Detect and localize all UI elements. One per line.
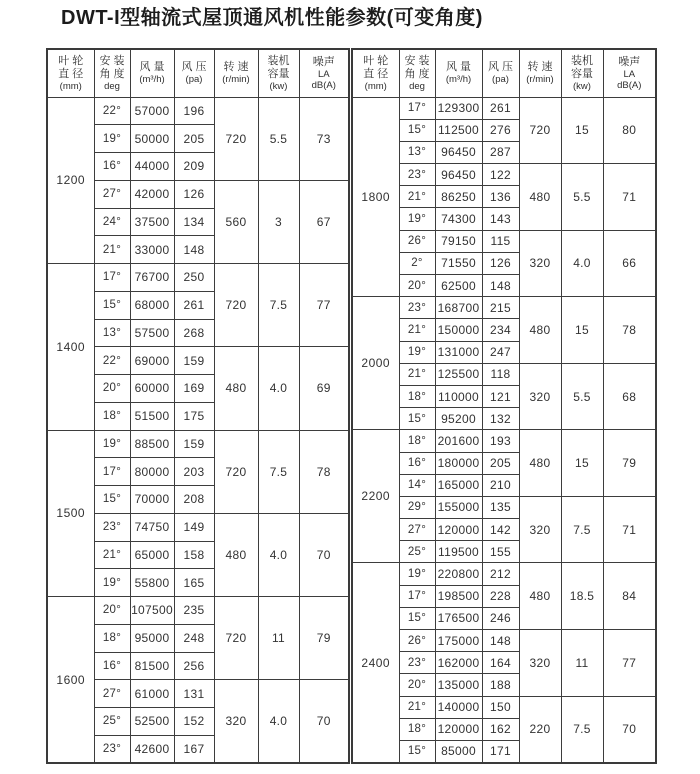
angle-cell: 16° bbox=[399, 452, 435, 474]
angle-cell: 13° bbox=[94, 319, 130, 347]
speed-cell: 320 bbox=[519, 496, 561, 563]
angle-cell: 19° bbox=[94, 569, 130, 597]
angle-cell: 18° bbox=[399, 385, 435, 407]
speed-cell: 720 bbox=[214, 597, 258, 680]
angle-cell: 16° bbox=[94, 652, 130, 680]
header-power-line: 容量 bbox=[571, 67, 593, 80]
power-cell: 5.5 bbox=[561, 164, 603, 231]
pressure-cell: 155 bbox=[482, 541, 519, 563]
header-row bbox=[352, 49, 656, 97]
header-diameter-line: 叶 轮 bbox=[363, 54, 389, 67]
speed-cell: 720 bbox=[214, 264, 258, 347]
header-pressure-line: (pa) bbox=[492, 74, 509, 86]
header-power bbox=[561, 49, 603, 97]
volume-cell: 42000 bbox=[130, 180, 174, 208]
speed-cell: 220 bbox=[519, 696, 561, 763]
pressure-cell: 268 bbox=[174, 319, 214, 347]
header-angle-line: 角 度 bbox=[99, 67, 125, 80]
pressure-cell: 261 bbox=[174, 291, 214, 319]
header-volume-line: 风 量 bbox=[139, 61, 165, 74]
volume-cell: 107500 bbox=[130, 597, 174, 625]
pressure-cell: 188 bbox=[482, 674, 519, 696]
spec-table-right bbox=[351, 48, 657, 764]
header-noise bbox=[299, 49, 349, 97]
noise-cell: 78 bbox=[299, 430, 349, 513]
power-cell: 4.0 bbox=[258, 347, 299, 430]
volume-cell: 70000 bbox=[130, 486, 174, 514]
header-diameter bbox=[352, 49, 399, 97]
speed-cell: 720 bbox=[519, 97, 561, 164]
diameter-cell: 2400 bbox=[352, 563, 399, 763]
pressure-cell: 203 bbox=[174, 458, 214, 486]
power-cell: 7.5 bbox=[561, 496, 603, 563]
angle-cell: 20° bbox=[94, 597, 130, 625]
angle-cell: 25° bbox=[399, 541, 435, 563]
pressure-cell: 115 bbox=[482, 230, 519, 252]
header-volume-line: 风 量 bbox=[445, 61, 472, 74]
pressure-cell: 136 bbox=[482, 186, 519, 208]
angle-cell: 21° bbox=[399, 363, 435, 385]
header-angle bbox=[94, 49, 130, 97]
noise-cell: 79 bbox=[299, 597, 349, 680]
angle-cell: 27° bbox=[94, 680, 130, 708]
noise-cell: 70 bbox=[299, 513, 349, 596]
volume-cell: 71550 bbox=[435, 252, 482, 274]
volume-cell: 81500 bbox=[130, 652, 174, 680]
header-diameter-line: 直 径 bbox=[363, 67, 389, 80]
angle-cell: 26° bbox=[399, 230, 435, 252]
angle-cell: 14° bbox=[399, 474, 435, 496]
volume-cell: 175000 bbox=[435, 630, 482, 652]
volume-cell: 57000 bbox=[130, 97, 174, 125]
volume-cell: 61000 bbox=[130, 680, 174, 708]
angle-cell: 27° bbox=[399, 519, 435, 541]
angle-cell: 18° bbox=[94, 402, 130, 430]
header-pressure-line: (pa) bbox=[185, 74, 203, 86]
pressure-cell: 135 bbox=[482, 496, 519, 518]
angle-cell: 19° bbox=[399, 563, 435, 585]
volume-cell: 125500 bbox=[435, 363, 482, 385]
volume-cell: 129300 bbox=[435, 97, 482, 119]
speed-cell: 720 bbox=[214, 430, 258, 513]
header-power bbox=[258, 49, 299, 97]
header-pressure-line: 风 压 bbox=[487, 61, 514, 74]
diameter-cell: 2200 bbox=[352, 430, 399, 563]
angle-cell: 23° bbox=[94, 735, 130, 763]
speed-cell: 560 bbox=[214, 180, 258, 263]
noise-cell: 66 bbox=[603, 230, 656, 297]
volume-cell: 120000 bbox=[435, 718, 482, 740]
header-volume-line: (m³/h) bbox=[445, 74, 472, 86]
noise-cell: 71 bbox=[603, 496, 656, 563]
noise-cell: 68 bbox=[603, 363, 656, 430]
pressure-cell: 248 bbox=[174, 624, 214, 652]
header-speed bbox=[214, 49, 258, 97]
pressure-cell: 143 bbox=[482, 208, 519, 230]
pressure-cell: 121 bbox=[482, 385, 519, 407]
volume-cell: 96450 bbox=[435, 164, 482, 186]
speed-cell: 480 bbox=[519, 563, 561, 630]
header-power-line: 容量 bbox=[267, 67, 290, 80]
angle-cell: 18° bbox=[399, 718, 435, 740]
header-power-line: (kw) bbox=[269, 80, 288, 92]
angle-cell: 20° bbox=[399, 674, 435, 696]
volume-cell: 52500 bbox=[130, 708, 174, 736]
header-diameter bbox=[47, 49, 94, 97]
pressure-cell: 167 bbox=[174, 735, 214, 763]
angle-cell: 17° bbox=[94, 458, 130, 486]
volume-cell: 80000 bbox=[130, 458, 174, 486]
pressure-cell: 209 bbox=[174, 153, 214, 181]
volume-cell: 201600 bbox=[435, 430, 482, 452]
pressure-cell: 205 bbox=[174, 125, 214, 153]
angle-cell: 23° bbox=[399, 652, 435, 674]
header-noise-line: LA bbox=[623, 68, 636, 80]
volume-cell: 85000 bbox=[435, 740, 482, 762]
angle-cell: 15° bbox=[94, 486, 130, 514]
angle-cell: 23° bbox=[399, 164, 435, 186]
pressure-cell: 149 bbox=[174, 513, 214, 541]
noise-cell: 84 bbox=[603, 563, 656, 630]
diameter-cell: 1200 bbox=[47, 97, 94, 264]
pressure-cell: 134 bbox=[174, 208, 214, 236]
header-angle-line: 安 装 bbox=[404, 54, 430, 67]
volume-cell: 57500 bbox=[130, 319, 174, 347]
header-speed-line: 转 速 bbox=[527, 61, 553, 74]
volume-cell: 96450 bbox=[435, 141, 482, 163]
power-cell: 15 bbox=[561, 97, 603, 164]
pressure-cell: 158 bbox=[174, 541, 214, 569]
diameter-cell: 1800 bbox=[352, 97, 399, 297]
pressure-cell: 193 bbox=[482, 430, 519, 452]
table-row bbox=[47, 430, 349, 458]
power-cell: 4.0 bbox=[258, 513, 299, 596]
pressure-cell: 208 bbox=[174, 486, 214, 514]
header-angle-line: 角 度 bbox=[404, 67, 430, 80]
header-volume bbox=[130, 49, 174, 97]
volume-cell: 50000 bbox=[130, 125, 174, 153]
volume-cell: 165000 bbox=[435, 474, 482, 496]
header-noise-line: 噪声 bbox=[618, 55, 641, 68]
pressure-cell: 165 bbox=[174, 569, 214, 597]
pressure-cell: 261 bbox=[482, 97, 519, 119]
angle-cell: 17° bbox=[399, 585, 435, 607]
volume-cell: 60000 bbox=[130, 375, 174, 403]
header-speed-line: (r/min) bbox=[526, 74, 554, 86]
header-angle bbox=[399, 49, 435, 97]
speed-cell: 480 bbox=[519, 164, 561, 231]
header-pressure-line: 风 压 bbox=[181, 61, 207, 74]
pressure-cell: 131 bbox=[174, 680, 214, 708]
power-cell: 5.5 bbox=[258, 97, 299, 180]
header-noise-line: dB(A) bbox=[617, 79, 642, 91]
pressure-cell: 246 bbox=[482, 607, 519, 629]
volume-cell: 51500 bbox=[130, 402, 174, 430]
pressure-cell: 196 bbox=[174, 97, 214, 125]
diameter-cell: 1400 bbox=[47, 264, 94, 431]
diameter-cell: 1500 bbox=[47, 430, 94, 597]
power-cell: 7.5 bbox=[561, 696, 603, 763]
noise-cell: 70 bbox=[299, 680, 349, 763]
pressure-cell: 228 bbox=[482, 585, 519, 607]
pressure-cell: 205 bbox=[482, 452, 519, 474]
header-diameter-line: 叶 轮 bbox=[58, 54, 84, 67]
pressure-cell: 250 bbox=[174, 264, 214, 292]
noise-cell: 77 bbox=[299, 264, 349, 347]
angle-cell: 15° bbox=[399, 607, 435, 629]
power-cell: 11 bbox=[258, 597, 299, 680]
volume-cell: 140000 bbox=[435, 696, 482, 718]
header-noise-line: dB(A) bbox=[311, 79, 336, 91]
header-volume bbox=[435, 49, 482, 97]
volume-cell: 74300 bbox=[435, 208, 482, 230]
angle-cell: 18° bbox=[94, 624, 130, 652]
header-diameter-line: (mm) bbox=[59, 80, 82, 92]
volume-cell: 76700 bbox=[130, 264, 174, 292]
volume-cell: 33000 bbox=[130, 236, 174, 264]
pressure-cell: 150 bbox=[482, 696, 519, 718]
pressure-cell: 276 bbox=[482, 119, 519, 141]
header-angle-line: deg bbox=[409, 80, 425, 92]
power-cell: 4.0 bbox=[258, 680, 299, 763]
volume-cell: 55800 bbox=[130, 569, 174, 597]
angle-cell: 25° bbox=[94, 708, 130, 736]
noise-cell: 80 bbox=[603, 97, 656, 164]
header-power-line: 装机 bbox=[571, 54, 593, 67]
angle-cell: 13° bbox=[399, 141, 435, 163]
pressure-cell: 148 bbox=[482, 630, 519, 652]
volume-cell: 68000 bbox=[130, 291, 174, 319]
angle-cell: 21° bbox=[399, 186, 435, 208]
pressure-cell: 171 bbox=[482, 740, 519, 762]
header-pressure bbox=[174, 49, 214, 97]
volume-cell: 42600 bbox=[130, 735, 174, 763]
speed-cell: 320 bbox=[519, 230, 561, 297]
noise-cell: 73 bbox=[299, 97, 349, 180]
noise-cell: 77 bbox=[603, 630, 656, 697]
angle-cell: 15° bbox=[399, 119, 435, 141]
power-cell: 3 bbox=[258, 180, 299, 263]
angle-cell: 19° bbox=[94, 125, 130, 153]
pressure-cell: 148 bbox=[482, 275, 519, 297]
volume-cell: 168700 bbox=[435, 297, 482, 319]
noise-cell: 79 bbox=[603, 430, 656, 497]
volume-cell: 119500 bbox=[435, 541, 482, 563]
power-cell: 18.5 bbox=[561, 563, 603, 630]
header-speed-line: 转 速 bbox=[223, 61, 249, 74]
pressure-cell: 210 bbox=[482, 474, 519, 496]
angle-cell: 16° bbox=[94, 153, 130, 181]
volume-cell: 86250 bbox=[435, 186, 482, 208]
angle-cell: 20° bbox=[94, 375, 130, 403]
pressure-cell: 247 bbox=[482, 341, 519, 363]
header-power-line: 装机 bbox=[267, 54, 290, 67]
power-cell: 7.5 bbox=[258, 264, 299, 347]
volume-cell: 65000 bbox=[130, 541, 174, 569]
angle-cell: 15° bbox=[94, 291, 130, 319]
pressure-cell: 175 bbox=[174, 402, 214, 430]
diameter-cell: 2000 bbox=[352, 297, 399, 430]
pressure-cell: 235 bbox=[174, 597, 214, 625]
header-noise-line: 噪声 bbox=[312, 55, 335, 68]
angle-cell: 24° bbox=[94, 208, 130, 236]
header-angle-line: deg bbox=[104, 80, 120, 92]
pressure-cell: 164 bbox=[482, 652, 519, 674]
volume-cell: 220800 bbox=[435, 563, 482, 585]
volume-cell: 37500 bbox=[130, 208, 174, 236]
volume-cell: 176500 bbox=[435, 607, 482, 629]
pressure-cell: 169 bbox=[174, 375, 214, 403]
speed-cell: 480 bbox=[519, 297, 561, 364]
volume-cell: 74750 bbox=[130, 513, 174, 541]
noise-cell: 67 bbox=[299, 180, 349, 263]
volume-cell: 162000 bbox=[435, 652, 482, 674]
volume-cell: 198500 bbox=[435, 585, 482, 607]
pressure-cell: 212 bbox=[482, 563, 519, 585]
speed-cell: 720 bbox=[214, 97, 258, 180]
volume-cell: 79150 bbox=[435, 230, 482, 252]
speed-cell: 480 bbox=[214, 347, 258, 430]
angle-cell: 21° bbox=[399, 696, 435, 718]
volume-cell: 180000 bbox=[435, 452, 482, 474]
volume-cell: 44000 bbox=[130, 153, 174, 181]
volume-cell: 120000 bbox=[435, 519, 482, 541]
pressure-cell: 159 bbox=[174, 430, 214, 458]
volume-cell: 110000 bbox=[435, 385, 482, 407]
header-diameter-line: 直 径 bbox=[58, 67, 84, 80]
spec-table-left bbox=[46, 48, 350, 764]
angle-cell: 18° bbox=[399, 430, 435, 452]
table-row bbox=[47, 97, 349, 125]
header-volume-line: (m³/h) bbox=[139, 74, 165, 86]
angle-cell: 17° bbox=[399, 97, 435, 119]
speed-cell: 480 bbox=[214, 513, 258, 596]
angle-cell: 26° bbox=[399, 630, 435, 652]
table-row bbox=[352, 563, 656, 585]
pressure-cell: 159 bbox=[174, 347, 214, 375]
angle-cell: 27° bbox=[94, 180, 130, 208]
angle-cell: 2° bbox=[399, 252, 435, 274]
table-row bbox=[352, 97, 656, 119]
noise-cell: 69 bbox=[299, 347, 349, 430]
header-speed-line: (r/min) bbox=[222, 74, 250, 86]
volume-cell: 95000 bbox=[130, 624, 174, 652]
page-title: DWT-I型轴流式屋顶通风机性能参数(可变角度) bbox=[61, 7, 483, 29]
noise-cell: 71 bbox=[603, 164, 656, 231]
pressure-cell: 142 bbox=[482, 519, 519, 541]
volume-cell: 112500 bbox=[435, 119, 482, 141]
diameter-cell: 1600 bbox=[47, 597, 94, 764]
volume-cell: 155000 bbox=[435, 496, 482, 518]
pressure-cell: 122 bbox=[482, 164, 519, 186]
angle-cell: 21° bbox=[94, 541, 130, 569]
pressure-cell: 234 bbox=[482, 319, 519, 341]
speed-cell: 320 bbox=[519, 363, 561, 430]
volume-cell: 150000 bbox=[435, 319, 482, 341]
angle-cell: 29° bbox=[399, 496, 435, 518]
pressure-cell: 126 bbox=[174, 180, 214, 208]
angle-cell: 19° bbox=[94, 430, 130, 458]
header-diameter-line: (mm) bbox=[364, 80, 387, 92]
pressure-cell: 152 bbox=[174, 708, 214, 736]
angle-cell: 19° bbox=[399, 341, 435, 363]
noise-cell: 70 bbox=[603, 696, 656, 763]
speed-cell: 320 bbox=[214, 680, 258, 763]
angle-cell: 22° bbox=[94, 347, 130, 375]
table-row bbox=[47, 264, 349, 292]
angle-cell: 17° bbox=[94, 264, 130, 292]
angle-cell: 15° bbox=[399, 740, 435, 762]
header-pressure bbox=[482, 49, 519, 97]
pressure-cell: 126 bbox=[482, 252, 519, 274]
angle-cell: 23° bbox=[399, 297, 435, 319]
power-cell: 5.5 bbox=[561, 363, 603, 430]
volume-cell: 131000 bbox=[435, 341, 482, 363]
table-row bbox=[352, 297, 656, 319]
angle-cell: 21° bbox=[94, 236, 130, 264]
pressure-cell: 215 bbox=[482, 297, 519, 319]
angle-cell: 20° bbox=[399, 275, 435, 297]
power-cell: 11 bbox=[561, 630, 603, 697]
header-power-line: (kw) bbox=[573, 80, 591, 92]
speed-cell: 320 bbox=[519, 630, 561, 697]
header-angle-line: 安 装 bbox=[99, 54, 125, 67]
volume-cell: 69000 bbox=[130, 347, 174, 375]
header-noise bbox=[603, 49, 656, 97]
pressure-cell: 256 bbox=[174, 652, 214, 680]
volume-cell: 88500 bbox=[130, 430, 174, 458]
volume-cell: 95200 bbox=[435, 408, 482, 430]
angle-cell: 21° bbox=[399, 319, 435, 341]
pressure-cell: 162 bbox=[482, 718, 519, 740]
speed-cell: 480 bbox=[519, 430, 561, 497]
pressure-cell: 132 bbox=[482, 408, 519, 430]
volume-cell: 135000 bbox=[435, 674, 482, 696]
power-cell: 4.0 bbox=[561, 230, 603, 297]
header-speed bbox=[519, 49, 561, 97]
pressure-cell: 287 bbox=[482, 141, 519, 163]
power-cell: 15 bbox=[561, 297, 603, 364]
pressure-cell: 148 bbox=[174, 236, 214, 264]
header-row bbox=[47, 49, 349, 97]
angle-cell: 23° bbox=[94, 513, 130, 541]
power-cell: 15 bbox=[561, 430, 603, 497]
angle-cell: 15° bbox=[399, 408, 435, 430]
angle-cell: 22° bbox=[94, 97, 130, 125]
power-cell: 7.5 bbox=[258, 430, 299, 513]
table-row bbox=[47, 597, 349, 625]
noise-cell: 78 bbox=[603, 297, 656, 364]
table-row bbox=[352, 430, 656, 452]
pressure-cell: 118 bbox=[482, 363, 519, 385]
volume-cell: 62500 bbox=[435, 275, 482, 297]
angle-cell: 19° bbox=[399, 208, 435, 230]
header-noise-line: LA bbox=[317, 68, 330, 80]
